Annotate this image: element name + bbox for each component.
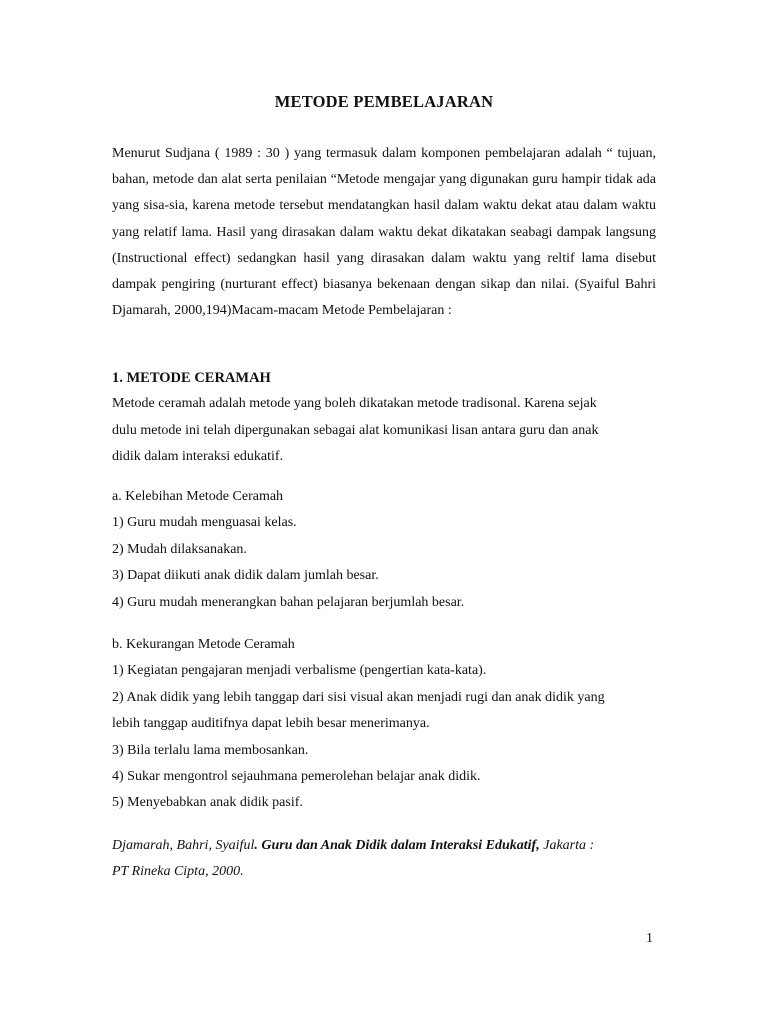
list-item: 4) Sukar mengontrol sejauhmana pemerolehan belajar anak didik. [112,769,481,785]
section-line: Metode ceramah adalah metode yang boleh dikatakan metode tradisonal. Karena sejak [112,396,597,412]
list-heading: a. Kelebihan Metode Ceramah [112,489,284,504]
list-item: 2) Anak didik yang lebih tanggap dari sisi visual akan menjadi rugi dan anak didik yang [112,689,605,705]
list-item: 5) Menyebabkan anak didik pasif. [112,795,303,811]
reference-book-title: . Guru dan Anak Didik dalam Interaksi Edukatif, [254,838,540,853]
list-item: 3) Bila terlalu lama membosankan. [112,742,309,758]
kelebihan-list [112,484,672,616]
reference-publisher: PT Rineka Cipta, 2000. [112,864,244,879]
list-item: 1) Guru mudah menguasai kelas. [112,515,297,531]
list-item: 2) Mudah dilaksanakan. [112,541,247,557]
section-ceramah [112,365,672,471]
reference-place: Jakarta : [539,838,595,853]
reference [112,833,672,885]
list-item: lebih tanggap auditifnya dapat lebih besar menerimanya. [112,716,430,732]
section-line: didik dalam interaksi edukatif. [112,449,284,465]
intro-paragraph: Menurut Sudjana ( 1989 : 30 ) yang termasuk dalam komponen pembelajaran adalah “ tujuan, bahan, metode dan alat serta penilaian “Metode mengajar yang digunakan guru hampir tidak ada yang sisa-sia, karena metode tersebut mendatangkan hasil dalam waktu dekat atau dalam waktu yang relatif lama. Hasil yang dirasakan dalam waktu dekat dikatakan seabagi dampak langsung (Instructional effect) sedangkan hasil yang dirasakan dalam waktu yang reltif lama disebut dampak pengiring (nurturant effect) biasanya bekenaan dengan sikap dan nilai. (Syaiful Bahri Djamarah, 2000,194)Macam-macam Metode Pembelajaran : [112,146,656,319]
page-title: METODE PEMBELAJARAN [274,92,494,111]
list-item: 4) Guru mudah menerangkan bahan pelajaran berjumlah besar. [112,594,465,610]
page-number: 1 [646,931,653,946]
kekurangan-list [112,632,672,817]
section-line: dulu metode ini telah dipergunakan sebagai alat komunikasi lisan antara guru dan anak [112,422,599,438]
list-heading: b. Kekurangan Metode Ceramah [112,637,295,652]
list-item: 1) Kegiatan pengajaran menjadi verbalisme (pengertian kata-kata). [112,663,487,679]
list-item: 3) Dapat diikuti anak didik dalam jumlah besar. [112,568,379,584]
section-heading: 1. METODE CERAMAH [112,370,271,386]
reference-authors: Djamarah, Bahri, Syaiful [112,838,255,853]
